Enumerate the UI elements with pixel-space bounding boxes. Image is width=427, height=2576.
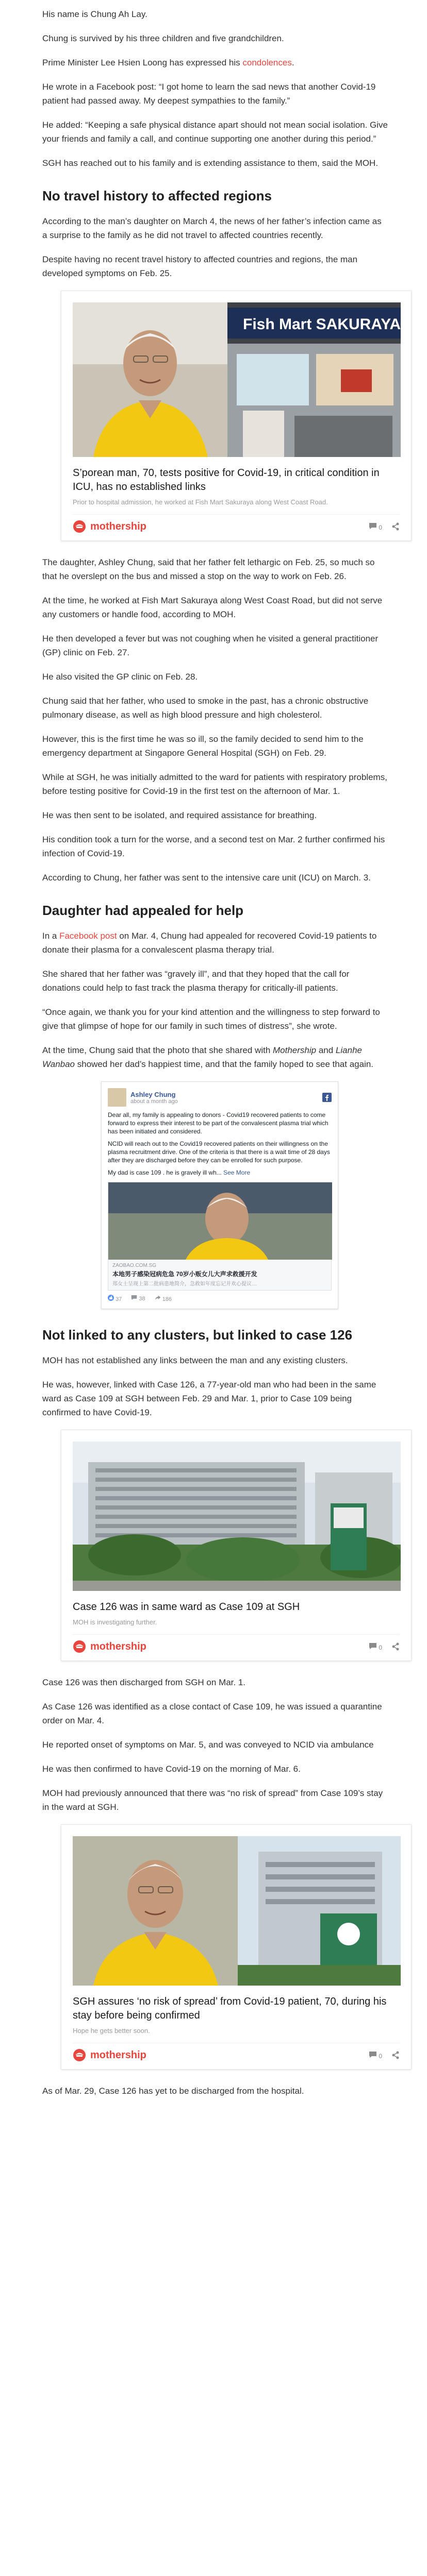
card-caption: Hope he gets better soon. [73, 2027, 150, 2035]
fb-reactions[interactable]: 37 [108, 1295, 122, 1302]
card-footer [73, 1634, 400, 1653]
fb-text: Dear all, my family is appealing to donors - Covid19 recovered patients to come forward to express their interest to be part of the convalescent plasma trial which has been initiated and considered. [108, 1111, 329, 1135]
see-more-link[interactable]: See More [223, 1169, 251, 1176]
paragraph: While at SGH, he was initially admitted to the ward for patients with respiratory problems, before testing positive for Covid-19 in the first test on the afternoon of Mar. 1. [42, 772, 387, 796]
card-image [73, 1836, 401, 1986]
paragraph: He added: “Keeping a safe physical distance apart should not mean social isolation. Give your friends and family a call, and continue supporting one another during this period.” [42, 120, 388, 144]
mothership-logo-icon [73, 520, 86, 533]
fb-link-preview[interactable] [108, 1182, 332, 1291]
card-footer [73, 514, 400, 533]
fb-shares[interactable]: 186 [155, 1295, 172, 1302]
paragraph: “Once again, we thank you for your kind attention and the willingness to step forward to give that glimpse of hope for our family in such times of distress”, she wrote. [42, 1007, 380, 1031]
like-icon [108, 1295, 114, 1301]
card-title[interactable]: S’porean man, 70, tests positive for Covid-19, in critical condition in ICU, has no established links [73, 467, 380, 493]
paragraph: At the time, Chung said that the photo that she shared with Mothership and Lianhe Wanbao showed her dad’s happiest time, and that the family hoped to see that again. [42, 1045, 374, 1069]
fb-text: My dad is case 109 . he is gravely ill wh... See More [108, 1169, 251, 1176]
fb-source: ZAOBAO.COM.SG [112, 1263, 157, 1268]
share-icon[interactable] [391, 1642, 400, 1651]
mothership-logo[interactable]: mothership [73, 1640, 146, 1653]
card-caption: MOH is investigating further. [73, 1618, 157, 1626]
paragraph: The daughter, Ashley Chung, said that her father felt lethargic on Feb. 25, so much so that he overslept on the bus and missed a stop on the way to work on Feb. 26. [42, 557, 375, 581]
related-article-card[interactable] [61, 1430, 412, 1661]
paragraph: Chung is survived by his three children and five grandchildren. [42, 33, 284, 43]
comment-icon [369, 1642, 377, 1650]
card-footer [73, 2043, 400, 2062]
paragraph: At the time, he worked at Fish Mart Sakuraya along West Coast Road, but did not serve any customers or handle food, according to MOH. [42, 596, 383, 619]
paragraph: He reported onset of symptoms on Mar. 5, and was conveyed to NCID via ambulance [42, 1740, 374, 1750]
paragraph: He then developed a fever but was not coughing when he visited a general practitioner (GP) clinic on Feb. 27. [42, 634, 379, 657]
paragraph: She shared that her father was “gravely ill”, and that they hoped that the call for donations could help to fast track the plasma therapy for critically-ill patients. [42, 969, 350, 993]
card-caption: Prior to hospital admission, he worked at Fish Mart Sakuraya along West Coast Road. [73, 498, 328, 506]
share-icon[interactable] [391, 522, 400, 531]
section-heading: No travel history to affected regions [42, 188, 272, 204]
paragraph: Case 126 was then discharged from SGH on Mar. 1. [42, 1677, 246, 1687]
paragraph: Chung said that her father, who used to smoke in the past, has a chronic obstructive pulmonary disease, as well as high blood pressure and high cholesterol. [42, 696, 369, 720]
paragraph: However, this is the first time he was so ill, so the family decided to send him to the emergency department at Singapore General Hospital (SGH) on Feb. 29. [42, 734, 364, 758]
section-heading: Daughter had appealed for help [42, 903, 244, 918]
card-actions [369, 522, 400, 531]
fb-text: NCID will reach out to the Covid19 recovered patients on their willingness on the plasma recruitment drive. One of the criteria is that there is a wait time of 28 days after they are discharged before they can be enrolled for such purpose. [108, 1140, 330, 1164]
paragraph: He wrote in a Facebook post: “I got home to learn the sad news that another Covid-19 patient had passed away. My deepest sympathies to the family.” [42, 82, 376, 106]
fb-author[interactable]: Ashley Chung [130, 1090, 176, 1098]
paragraph: As Case 126 was identified as a close contact of Case 109, he was issued a quarantine order on Mar. 4. [42, 1702, 382, 1725]
paragraph: Prime Minister Lee Hsien Loong has expressed his condolences. [42, 58, 294, 67]
condolences-link[interactable]: condolences [242, 58, 292, 67]
card-actions [369, 2051, 400, 2060]
share-icon[interactable] [391, 2051, 400, 2059]
fb-comments[interactable]: 38 [131, 1295, 145, 1302]
comment-icon [131, 1295, 137, 1300]
comment-icon [369, 522, 377, 530]
avatar[interactable] [108, 1088, 126, 1107]
mothership-logo-icon [73, 1640, 86, 1653]
paragraph: MOH has not established any links between the man and any existing clusters. [42, 1355, 348, 1365]
comment-count[interactable]: 0 [369, 1642, 382, 1651]
card-title[interactable]: SGH assures ‘no risk of spread’ from Covid-19 patient, 70, during his stay before being confirmed [73, 1996, 387, 2021]
paragraph: His condition took a turn for the worse, and a second test on Mar. 2 further confirmed his infection of Covid-19. [42, 835, 385, 858]
card-title[interactable]: Case 126 was in same ward as Case 109 at SGH [73, 1601, 300, 1613]
facebook-icon[interactable] [322, 1093, 332, 1102]
card-actions [369, 1642, 400, 1651]
comment-count[interactable]: 0 [369, 522, 382, 531]
section-heading: Not linked to any clusters, but linked to case 126 [42, 1327, 353, 1343]
facebook-embed[interactable] [101, 1081, 338, 1309]
fb-meta: about a month ago [130, 1098, 178, 1105]
card-image [73, 302, 401, 457]
mothership-logo-icon [73, 2048, 86, 2062]
paragraph: He was then sent to be isolated, and required assistance for breathing. [42, 810, 317, 820]
paragraph: Despite having no recent travel history to affected countries and regions, the man developed symptoms on Feb. 25. [42, 255, 358, 278]
mothership-logo[interactable]: mothership [73, 520, 146, 533]
mothership-logo[interactable]: mothership [73, 2048, 146, 2062]
fb-link-subtitle: 郑女士呈现上第二批病患地简介，急救如年度忘记并欢心提议… [112, 1281, 257, 1287]
paragraph: His name is Chung Ah Lay. [42, 9, 147, 19]
card-image [73, 1442, 401, 1591]
paragraph: He also visited the GP clinic on Feb. 28. [42, 672, 198, 682]
related-article-card[interactable] [61, 291, 412, 541]
fb-link-title: 本地男子感染冠病危急 70岁小贩女儿大声求救援开发 [112, 1270, 257, 1278]
fb-preview-image [108, 1182, 332, 1260]
paragraph: According to the man’s daughter on March 4, the news of her father’s infection came as a surprise to the family as he did not travel to affected countries recently. [42, 216, 382, 240]
paragraph: MOH had previously announced that there was “no risk of spread” from Case 109’s stay in the ward at SGH. [42, 1788, 383, 1812]
store-sign-text: Fish Mart SAKURAYA [243, 316, 401, 333]
paragraph: He was then confirmed to have Covid-19 on the morning of Mar. 6. [42, 1764, 301, 1774]
comment-count[interactable]: 0 [369, 2051, 382, 2060]
paragraph: As of Mar. 29, Case 126 has yet to be discharged from the hospital. [42, 2086, 304, 2096]
related-article-card[interactable] [61, 1824, 412, 2070]
paragraph: According to Chung, her father was sent to the intensive care unit (ICU) on March. 3. [42, 873, 371, 883]
comment-icon [369, 2051, 377, 2058]
facebook-post-link[interactable]: Facebook post [59, 931, 117, 941]
share-icon [155, 1295, 161, 1301]
paragraph: He was, however, linked with Case 126, a 77-year-old man who had been in the same ward as Case 109 at SGH between Feb. 29 and Mar. 1, prior to Case 109 being confirmed to have Covid-19. [42, 1380, 376, 1417]
paragraph: In a Facebook post on Mar. 4, Chung had appealed for recovered Covid-19 patients to donate their plasma for a convalescent plasma therapy trial. [42, 931, 377, 955]
paragraph: SGH has reached out to his family and is extending assistance to them, said the MOH. [42, 158, 379, 168]
